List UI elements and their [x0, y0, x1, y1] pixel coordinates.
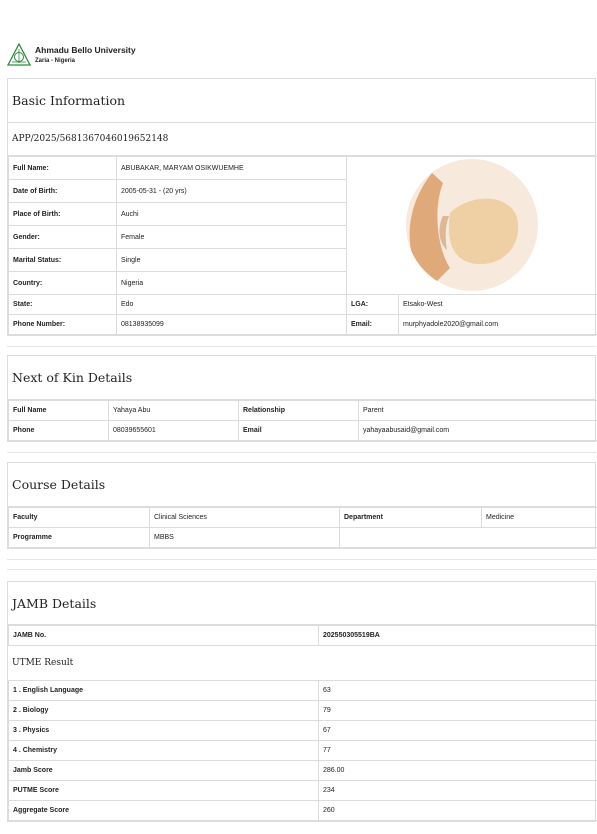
subject-label: 2 . Biology: [9, 701, 319, 721]
table-row: [9, 721, 597, 741]
kin-phone-label: Phone: [9, 421, 109, 441]
table-row: [9, 401, 597, 421]
subject-label: 1 . English Language: [9, 681, 319, 701]
putme-score-label: PUTME Score: [9, 781, 319, 801]
table-row: [9, 801, 597, 821]
aggregate-score-label: Aggregate Score: [9, 801, 319, 821]
section-divider: [7, 569, 596, 570]
email-value: murphyadole2020@gmail.com: [399, 315, 597, 335]
table-row: [9, 681, 597, 701]
avatar-photo: [405, 158, 539, 292]
jamb-number-table: [8, 625, 597, 646]
subject-score: 79: [319, 701, 597, 721]
kin-name-label: Full Name: [9, 401, 109, 421]
gender-label: Gender:: [9, 226, 117, 249]
dob-label: Date of Birth:: [9, 180, 117, 203]
table-row: [9, 315, 597, 335]
section-divider: [7, 559, 596, 560]
section-divider: [7, 452, 596, 453]
jamb-details-title: JAMB Details: [8, 582, 595, 625]
application-number: APP/2025/5681367046019652148: [8, 123, 595, 156]
department-label: Department: [340, 508, 482, 528]
country-value: Nigeria: [117, 272, 347, 295]
kin-relationship-label: Relationship: [239, 401, 359, 421]
next-of-kin-table: [8, 400, 597, 441]
university-name: Ahmadu Bello University: [35, 44, 136, 55]
table-row: [9, 761, 597, 781]
table-row: [9, 781, 597, 801]
country-label: Country:: [9, 272, 117, 295]
table-row: [9, 508, 597, 528]
table-row: [9, 528, 597, 548]
lga-label: LGA:: [347, 295, 399, 315]
table-row: [9, 701, 597, 721]
university-header: [7, 42, 136, 68]
table-row: [9, 626, 597, 646]
subject-score: 67: [319, 721, 597, 741]
phone-label: Phone Number:: [9, 315, 117, 335]
jamb-score-value: 286.00: [319, 761, 597, 781]
full-name-label: Full Name:: [9, 157, 117, 180]
jamb-number-label: JAMB No.: [9, 626, 319, 646]
kin-name-value: Yahaya Abu: [109, 401, 239, 421]
pob-value: Auchi: [117, 203, 347, 226]
putme-score-value: 234: [319, 781, 597, 801]
phone-value: 08138935099: [117, 315, 347, 335]
aggregate-score-value: 260: [319, 801, 597, 821]
basic-information-section: [7, 78, 596, 336]
subject-score: 63: [319, 681, 597, 701]
marital-status-value: Single: [117, 249, 347, 272]
course-details-table: [8, 507, 597, 548]
basic-information-table: [8, 156, 597, 335]
email-label: Email:: [347, 315, 399, 335]
course-details-section: [7, 462, 596, 549]
pob-label: Place of Birth:: [9, 203, 117, 226]
kin-relationship-value: Parent: [359, 401, 597, 421]
kin-phone-value: 08039655601: [109, 421, 239, 441]
kin-email-value: yahayaabusaid@gmail.com: [359, 421, 597, 441]
course-details-title: Course Details: [8, 463, 595, 507]
basic-information-title: Basic Information: [8, 79, 595, 123]
jamb-number-value: 202550305519BA: [319, 626, 597, 646]
programme-label: Programme: [9, 528, 150, 548]
state-value: Edo: [117, 295, 347, 315]
next-of-kin-title: Next of Kin Details: [8, 356, 595, 400]
subject-label: 4 . Chemistry: [9, 741, 319, 761]
jamb-details-section: [7, 581, 596, 822]
programme-value: MBBS: [150, 528, 340, 548]
utme-result-title: UTME Result: [12, 658, 74, 668]
dob-value: 2005-05-31 - (20 yrs): [117, 180, 347, 203]
university-location: Zaria - Nigeria: [35, 57, 76, 64]
lga-value: Etsako-West: [399, 295, 597, 315]
subject-score: 77: [319, 741, 597, 761]
table-row: [9, 157, 597, 180]
faculty-value: Clinical Sciences: [150, 508, 340, 528]
marital-status-label: Marital Status:: [9, 249, 117, 272]
kin-email-label: Email: [239, 421, 359, 441]
gender-value: Female: [117, 226, 347, 249]
table-row: [9, 295, 597, 315]
university-logo-icon: [7, 43, 31, 67]
utme-result-table: [8, 680, 597, 821]
section-divider: [7, 346, 596, 347]
photo-cell: [347, 157, 597, 295]
jamb-score-label: Jamb Score: [9, 761, 319, 781]
state-label: State:: [9, 295, 117, 315]
table-row: [9, 421, 597, 441]
full-name-value: ABUBAKAR, MARYAM OSIKWUEMHE: [117, 157, 347, 180]
faculty-label: Faculty: [9, 508, 150, 528]
empty-cell: [340, 528, 597, 548]
table-row: [9, 741, 597, 761]
department-value: Medicine: [482, 508, 597, 528]
next-of-kin-section: [7, 355, 596, 442]
subject-label: 3 . Physics: [9, 721, 319, 741]
